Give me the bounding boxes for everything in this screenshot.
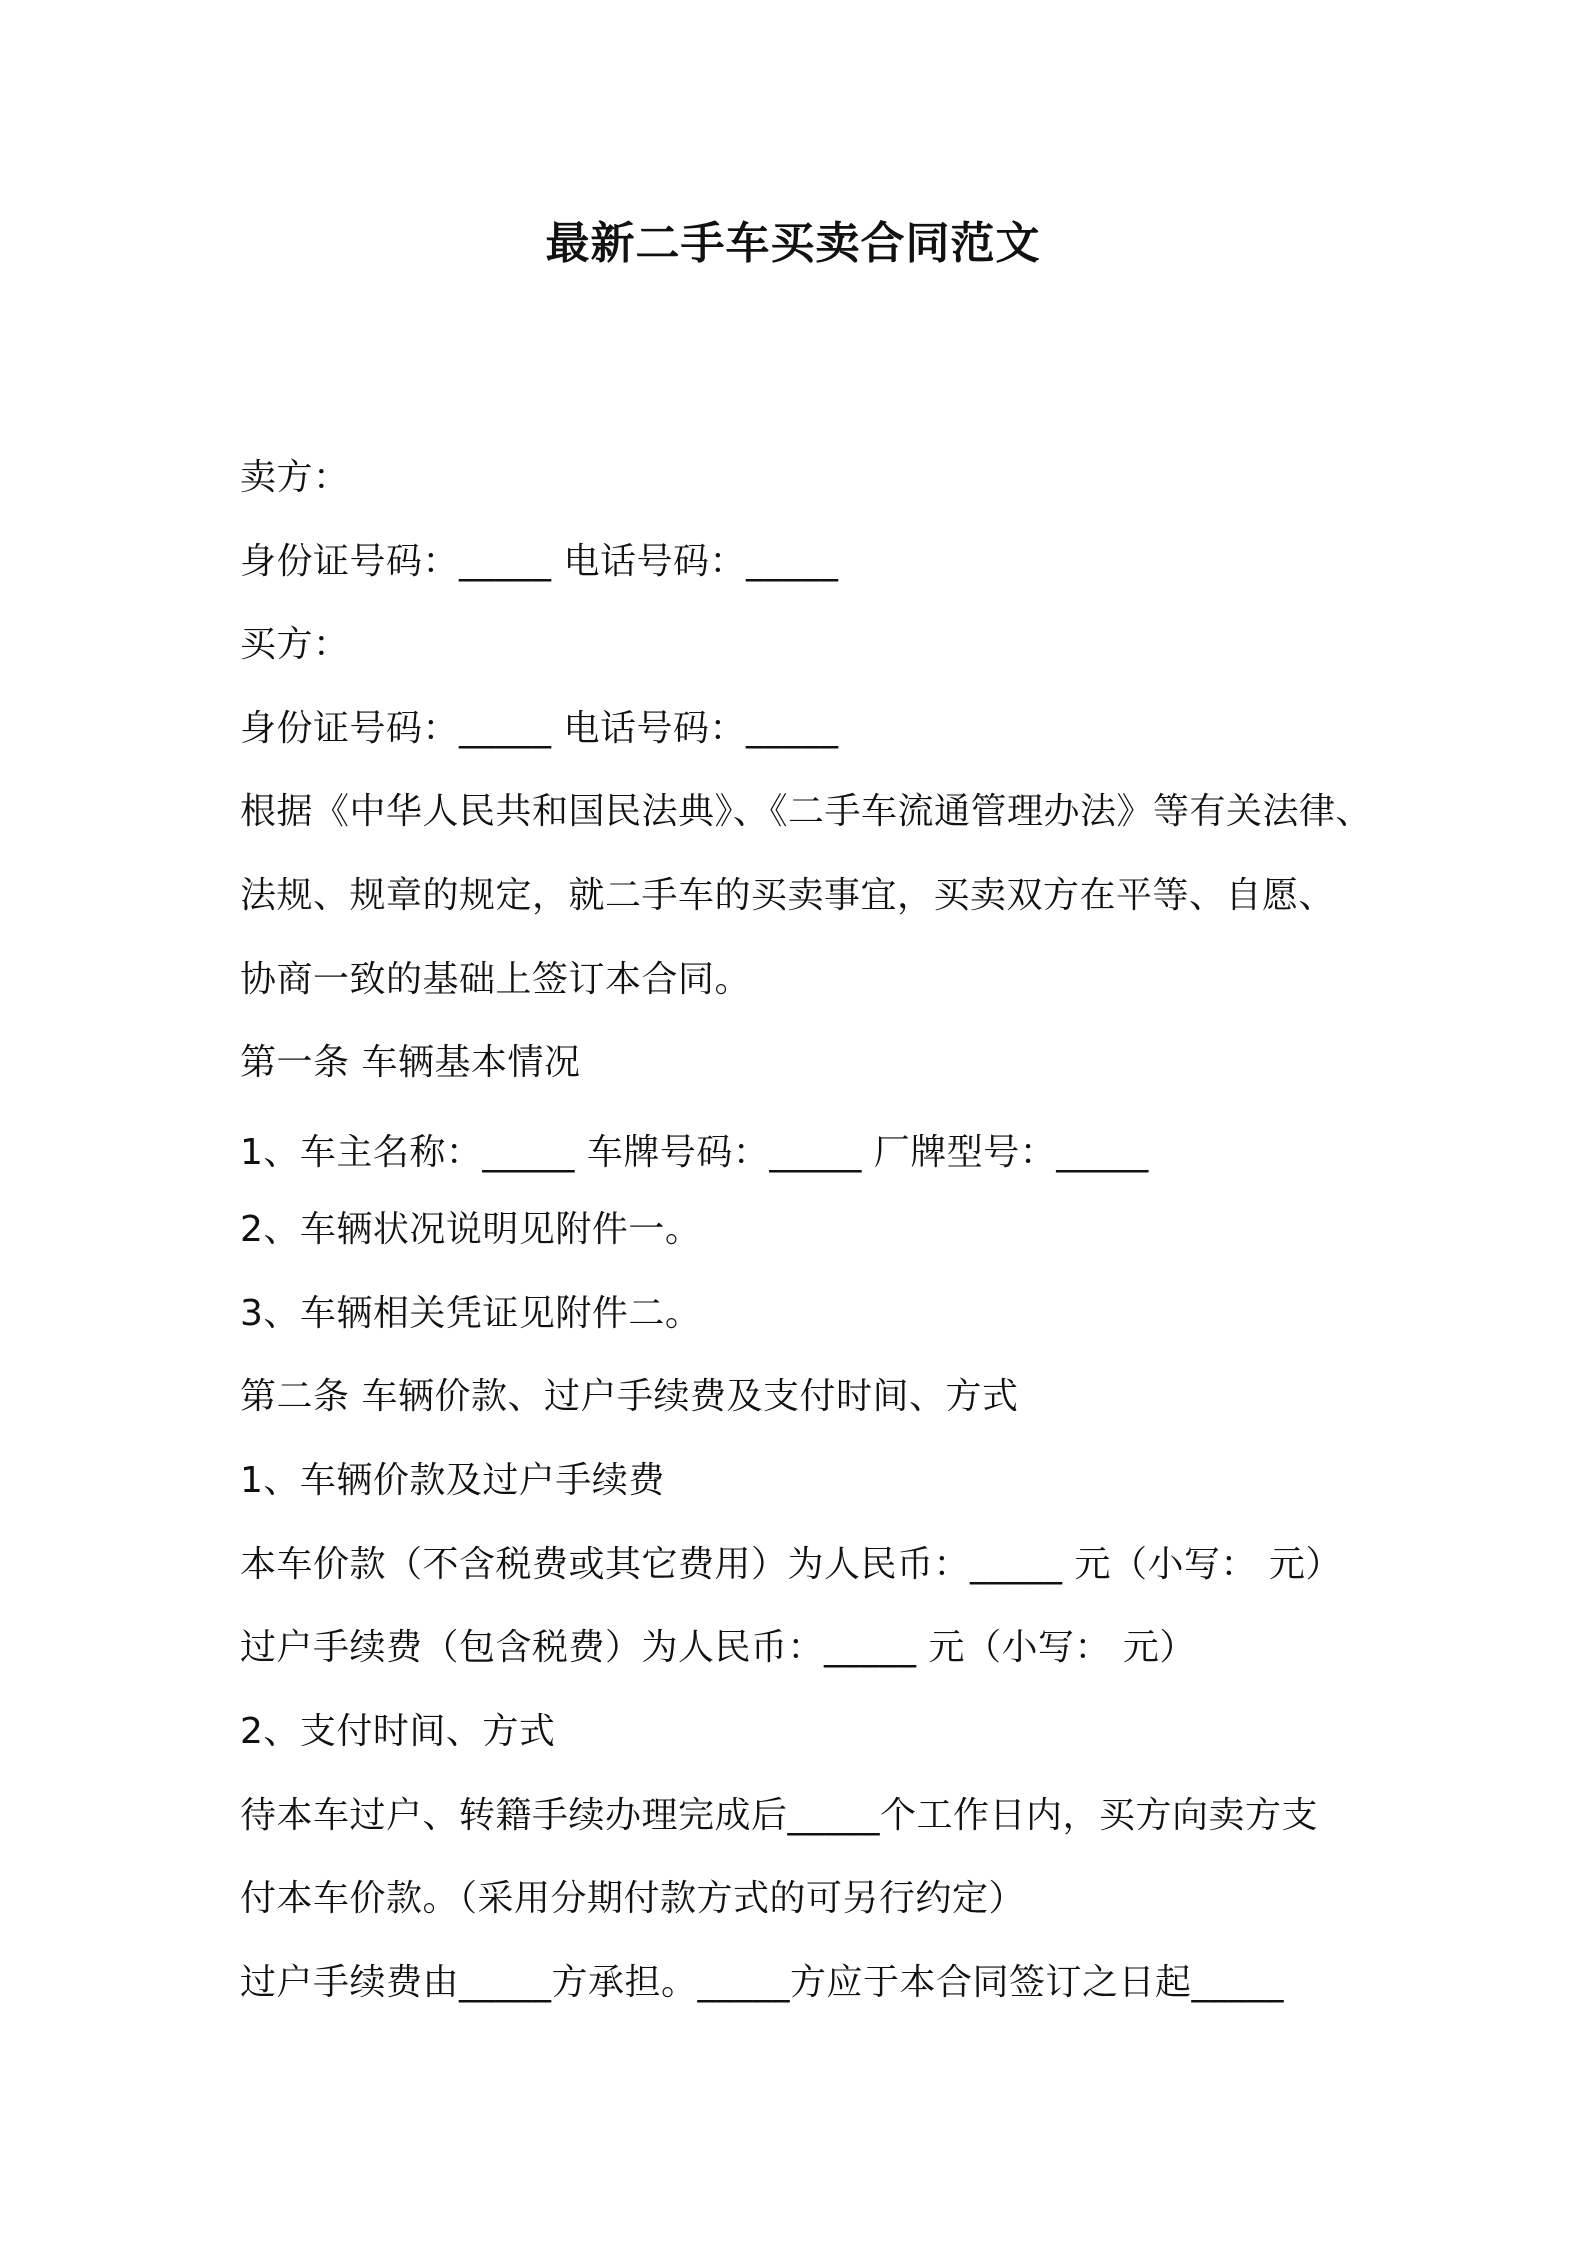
payment-line-1: 待本车过户、转籍手续办理完成后_____个工作日内，买方向卖方支: [240, 1795, 1319, 1836]
article-2-heading: 第二条 车辆价款、过户手续费及支付时间、方式: [240, 1376, 1019, 1417]
fee-bearer-line: 过户手续费由_____方承担。_____方应于本合同签订之日起_____: [240, 1962, 1285, 2003]
seller-id-phone: 身份证号码：_____ 电话号码：_____: [240, 541, 839, 582]
buyer-label: 买方：: [240, 624, 350, 665]
transfer-fee-line: 过户手续费（包含税费）为人民币：_____ 元（小写： 元）: [240, 1627, 1196, 1668]
buyer-id-phone: 身份证号码：_____ 电话号码：_____: [240, 708, 839, 749]
article-1-item-3: 3、车辆相关凭证见附件二。: [240, 1293, 702, 1334]
preamble-line-3: 协商一致的基础上签订本合同。: [240, 959, 752, 1000]
article-1-item-1: 1、车主名称：_____ 车牌号码：_____ 厂牌型号：_____: [240, 1132, 1149, 1173]
article-2-item-2: 2、支付时间、方式: [240, 1711, 556, 1752]
payment-line-2: 付本车价款。（采用分期付款方式的可另行约定）: [240, 1878, 1026, 1919]
article-1-item-2: 2、车辆状况说明见附件一。: [240, 1209, 702, 1250]
document-title: 最新二手车买卖合同范文: [545, 218, 1041, 269]
article-2-item-1: 1、车辆价款及过户手续费: [240, 1460, 665, 1501]
vehicle-price-line: 本车价款（不含税费或其它费用）为人民币：_____ 元（小写： 元）: [240, 1544, 1342, 1585]
article-1-heading: 第一条 车辆基本情况: [240, 1042, 581, 1083]
seller-label: 卖方：: [240, 457, 350, 498]
preamble-line-2: 法规、规章的规定，就二手车的买卖事宜，买卖双方在平等、自愿、: [240, 875, 1336, 916]
preamble-line-1: 根据《中华人民共和国民法典》、《二手车流通管理办法》等有关法律、: [240, 791, 1373, 832]
